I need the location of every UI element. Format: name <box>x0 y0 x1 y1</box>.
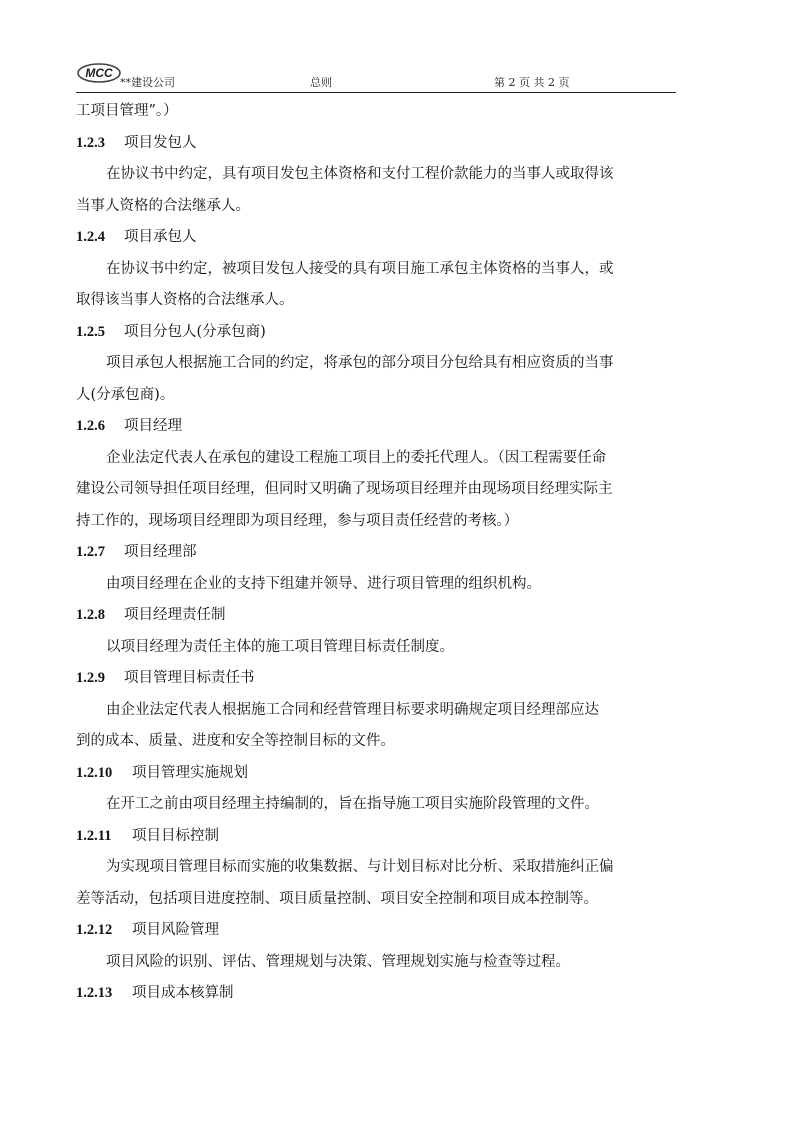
section-title: 项目管理实施规划 <box>132 764 248 781</box>
section-number: 1.2.4 <box>76 229 105 245</box>
section-heading <box>76 222 672 254</box>
section-heading <box>76 978 672 1010</box>
paragraph-line: 由项目经理在企业的支持下组建并领导、进行项目管理的组织机构。 <box>106 575 541 592</box>
section-number: 1.2.3 <box>76 134 105 151</box>
section-heading <box>76 411 672 443</box>
paragraph-line: 在开工之前由项目经理主持编制的，旨在指导施工项目实施阶段管理的文件。 <box>106 796 599 812</box>
section-number: 1.2.13 <box>76 985 113 1001</box>
section-number: 1.2.5 <box>76 323 105 340</box>
section-number: 1.2.10 <box>76 764 113 781</box>
text-line: 人(分承包商)。 <box>76 386 175 403</box>
paragraph-line: 由企业法定代表人根据施工合同和经营管理目标要求明确规定项目经理部应达 <box>106 701 599 718</box>
paragraph-line: 为实现项目管理目标而实施的收集数据、与计划目标对比分析、采取措施纠正偏 <box>106 859 614 875</box>
mcc-logo-icon <box>76 62 122 84</box>
section-title: 项目成本核算制 <box>132 985 234 1001</box>
section-title: 项目风险管理 <box>132 922 219 938</box>
text-line: 工项目管理”。） <box>76 103 178 119</box>
section-number: 1.2.6 <box>76 418 105 434</box>
header-company: **建设公司 <box>120 76 175 89</box>
section-title: 项目分包人(分承包商) <box>124 323 266 340</box>
text-line: 持工作的，现场项目经理即为项目经理，参与项目责任经营的考核。） <box>76 512 519 529</box>
document-body <box>76 96 672 1010</box>
paragraph-line: 项目风险的识别、评估、管理规划与决策、管理规划实施与检查等过程。 <box>106 953 570 970</box>
text-line: 差等活动，包括项目进度控制、项目质量控制、项目安全控制和项目成本控制等。 <box>76 890 598 907</box>
logo-text: MCC <box>85 66 113 80</box>
section-heading <box>76 758 672 790</box>
header-title: 总则 <box>310 76 332 89</box>
section-heading <box>76 600 672 632</box>
paragraph-line: 在协议书中约定，具有项目发包主体资格和支付工程价款能力的当事人或取得该 <box>106 166 614 182</box>
text-line: 取得该当事人资格的合法继承人。 <box>76 292 294 308</box>
section-title: 项目发包人 <box>124 134 197 151</box>
text-line: 到的成本、质量、进度和安全等控制目标的文件。 <box>76 733 395 749</box>
section-heading <box>76 317 672 349</box>
section-title: 项目经理部 <box>124 544 197 560</box>
section-number: 1.2.12 <box>76 922 113 938</box>
header-page-info: 第 2 页 共 2 页 <box>494 76 570 89</box>
section-number: 1.2.7 <box>76 544 105 560</box>
section-heading <box>76 537 672 569</box>
section-number: 1.2.9 <box>76 670 105 686</box>
section-title: 项目承包人 <box>124 229 197 245</box>
section-title: 项目管理目标责任书 <box>124 670 255 686</box>
page-header <box>76 62 676 92</box>
section-heading <box>76 821 672 853</box>
text-line: 建设公司领导担任项目经理，但同时又明确了现场项目经理并由现场项目经理实际主 <box>76 481 613 497</box>
paragraph-line: 以项目经理为责任主体的施工项目管理目标责任制度。 <box>106 638 454 655</box>
paragraph-line: 企业法定代表人在承包的建设工程施工项目上的委托代理人。（因工程需要任命 <box>106 449 607 466</box>
section-number: 1.2.8 <box>76 607 105 623</box>
section-title: 项目经理责任制 <box>124 607 226 623</box>
text-line: 当事人资格的合法继承人。 <box>76 197 250 214</box>
section-title: 项目目标控制 <box>132 827 219 844</box>
section-heading <box>76 663 672 695</box>
section-title: 项目经理 <box>124 418 182 434</box>
section-heading <box>76 128 672 160</box>
section-heading <box>76 915 672 947</box>
section-number: 1.2.11 <box>76 827 112 844</box>
paragraph-line: 在协议书中约定，被项目发包人接受的具有项目施工承包主体资格的当事人，或 <box>106 260 614 277</box>
header-divider <box>76 92 676 93</box>
paragraph-line: 项目承包人根据施工合同的约定，将承包的部分项目分包给具有相应资质的当事 <box>106 355 614 371</box>
